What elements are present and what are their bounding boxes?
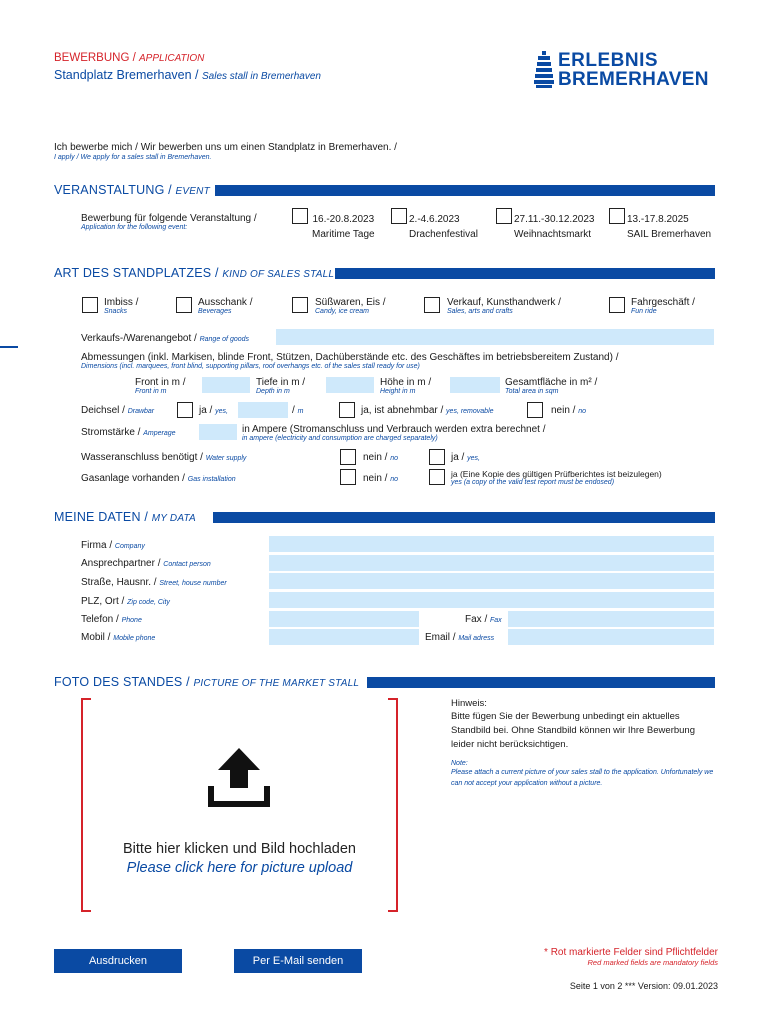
water-no-checkbox[interactable] [340, 449, 356, 465]
gas-no-label: nein / no [363, 473, 399, 484]
kind-checkbox-beverages[interactable] [176, 297, 192, 313]
note-title: Note: [451, 760, 468, 767]
event-option-drachen: 2.-4.6.2023 Drachenfestival [409, 214, 478, 240]
mandatory-de: * Rot markierte Felder sind Pflichtfelder [544, 947, 718, 958]
data-section-title: MEINE DATEN / MY DATA [54, 510, 196, 524]
event-section-title: VERANSTALTUNG / EVENT [54, 183, 210, 197]
event-label: Bewerbung für folgende Veranstaltung / Application for the following event: [81, 213, 257, 231]
company-label: Firma / Company [81, 540, 145, 551]
street-input[interactable] [269, 573, 714, 589]
kind-candy: Süßwaren, Eis / Candy, ice cream [315, 297, 386, 315]
mobile-input[interactable] [269, 629, 419, 645]
offer-input[interactable] [276, 329, 714, 345]
height-input[interactable] [450, 377, 500, 393]
phone-label: Telefon / Phone [81, 614, 142, 625]
water-yes-label: ja / yes, [451, 452, 480, 463]
mobile-label: Mobil / Mobile phone [81, 632, 156, 643]
logo [534, 51, 719, 91]
title-en: APPLICATION [139, 53, 205, 64]
kind-checkbox-snacks[interactable] [82, 297, 98, 313]
amperage-input[interactable] [199, 424, 237, 440]
lighthouse-icon [534, 51, 554, 89]
contact-label: Ansprechpartner / Contact person [81, 558, 211, 569]
intro-de: Ich bewerbe mich / Wir bewerben uns um einen Standplatz in Bremerhaven. / [54, 142, 397, 153]
offer-label: Verkaufs-/Warenangebot / Range of goods [81, 333, 250, 344]
drawbar-removable-label: ja, ist abnehmbar / yes, removable [361, 405, 494, 416]
email-input[interactable] [508, 629, 714, 645]
city-label: PLZ, Ort / Zip code, City [81, 596, 170, 607]
drawbar-no-checkbox[interactable] [527, 402, 543, 418]
front-input[interactable] [202, 377, 250, 393]
photo-upload-area[interactable] [81, 698, 398, 912]
fax-label: Fax / Fax [465, 614, 502, 625]
kind-checkbox-candy[interactable] [292, 297, 308, 313]
photo-section-bar [367, 677, 715, 688]
gas-yes-label: ja (Eine Kopie des gültigen Prüfberichtes ist beizulegen) yes (a copy of the valid test report must be endosed) [451, 469, 662, 486]
event-checkbox-weihnachtsmarkt[interactable] [496, 208, 512, 224]
upload-text-en: Please click here for picture upload [126, 860, 353, 876]
kind-checkbox-funride[interactable] [609, 297, 625, 313]
height-label: Höhe in m / Height in m [380, 377, 432, 395]
event-option-weihnachtsmarkt: 27.11.-30.12.2023 Weihnachtsmarkt [514, 214, 595, 240]
upload-text-de: Bitte hier klicken und Bild hochladen [123, 841, 356, 857]
drawbar-yes-checkbox[interactable] [177, 402, 193, 418]
mandatory-note [480, 947, 718, 967]
subtitle-en: Sales stall in Bremerhaven [202, 71, 321, 82]
amperage-label: Stromstärke / Amperage [81, 427, 176, 438]
header-title [54, 52, 204, 64]
water-label: Wasseranschluss benötigt / Water supply [81, 452, 247, 463]
subtitle-de: Standplatz Bremerhaven / [54, 68, 199, 82]
company-input[interactable] [269, 536, 714, 552]
kind-snacks: Imbiss / Snacks [104, 297, 139, 315]
gas-yes-checkbox[interactable] [429, 469, 445, 485]
front-label: Front in m / Front in m [135, 377, 186, 395]
hint-title: Hinweis: [451, 698, 487, 709]
water-yes-checkbox[interactable] [429, 449, 445, 465]
kind-crafts: Verkauf, Kunsthandwerk / Sales, arts and crafts [447, 297, 561, 315]
event-checkbox-sail[interactable] [609, 208, 625, 224]
depth-label: Tiefe in m / Depth in m [256, 377, 306, 395]
note-text: Please attach a current picture of your sales stall to the application. Unfortunately we can not accept your application without a picture. [451, 769, 714, 787]
print-button[interactable]: Ausdrucken [54, 949, 182, 973]
stall-section-bar [335, 268, 715, 279]
email-label: Email / Mail adress [425, 632, 495, 643]
amperage-note: in Ampere (Stromanschluss und Verbrauch werden extra berechnet / in ampere (electricity and consumption are charged separately) [242, 424, 546, 442]
event-checkbox-drachen[interactable] [391, 208, 407, 224]
hint-text: Bitte fügen Sie der Bewerbung unbedingt ein aktuelles Standbild bei. Ohne Standbild können wir Ihre Bewerbung leider nicht berücksichtigen. [451, 711, 695, 750]
contact-input[interactable] [269, 555, 714, 571]
depth-input[interactable] [326, 377, 374, 393]
drawbar-label: Deichsel / Drawbar [81, 405, 155, 416]
dimensions-label: Abmessungen (inkl. Markisen, blinde Front, Stützen, Dachüberstände etc. des Geschäftes im betriebsbereitem Zustand) / Dimensions (incl. marquees, front blind, supporting pillars, roof overhangs etc. of the sales stall ready for use) [81, 352, 619, 370]
city-input[interactable] [269, 592, 714, 608]
kind-beverages: Ausschank / Beverages [198, 297, 253, 315]
mandatory-en: Red marked fields are mandatory fields [587, 958, 718, 967]
margin-mark [0, 346, 18, 348]
stall-section-title: ART DES STANDPLATZES / KIND OF SALES STALL [54, 266, 335, 280]
page-info: Seite 1 von 2 *** Version: 09.01.2023 [569, 981, 718, 991]
intro-text [54, 142, 397, 161]
upload-icon [208, 746, 270, 810]
title-de: BEWERBUNG / [54, 52, 136, 64]
logo-line2: BREMERHAVEN [558, 69, 709, 90]
photo-section-title: FOTO DES STANDES / PICTURE OF THE MARKET STALL [54, 675, 360, 689]
drawbar-no-label: nein / no [551, 405, 587, 416]
area-label: Gesamtfläche in m² / Total area in sqm [505, 377, 598, 395]
street-label: Straße, Hausnr. / Street, house number [81, 577, 227, 588]
gas-label: Gasanlage vorhanden / Gas installation [81, 473, 236, 484]
drawbar-unit-label: / m [292, 405, 304, 416]
email-send-button[interactable]: Per E-Mail senden [234, 949, 362, 973]
event-option-sail: 13.-17.8.2025 SAIL Bremerhaven [627, 214, 712, 240]
event-checkbox-maritime[interactable] [292, 208, 308, 224]
drawbar-length-input[interactable] [238, 402, 288, 418]
event-option-maritime: 16.-20.8.2023 Maritime Tage [312, 214, 375, 240]
kind-funride: Fahrgeschäft / Fun ride [631, 297, 695, 315]
fax-input[interactable] [508, 611, 714, 627]
data-section-bar [213, 512, 715, 523]
water-no-label: nein / no [363, 452, 399, 463]
kind-checkbox-crafts[interactable] [424, 297, 440, 313]
drawbar-removable-checkbox[interactable] [339, 402, 355, 418]
phone-input[interactable] [269, 611, 419, 627]
intro-en: I apply / We apply for a sales stall in Bremerhaven. [54, 154, 212, 161]
gas-no-checkbox[interactable] [340, 469, 356, 485]
logo-line1: ERLEBNIS [558, 50, 659, 71]
drawbar-yes-label: ja / yes, [199, 405, 228, 416]
event-section-bar [215, 185, 715, 196]
hint-block [451, 698, 719, 789]
header-subtitle [54, 68, 321, 82]
